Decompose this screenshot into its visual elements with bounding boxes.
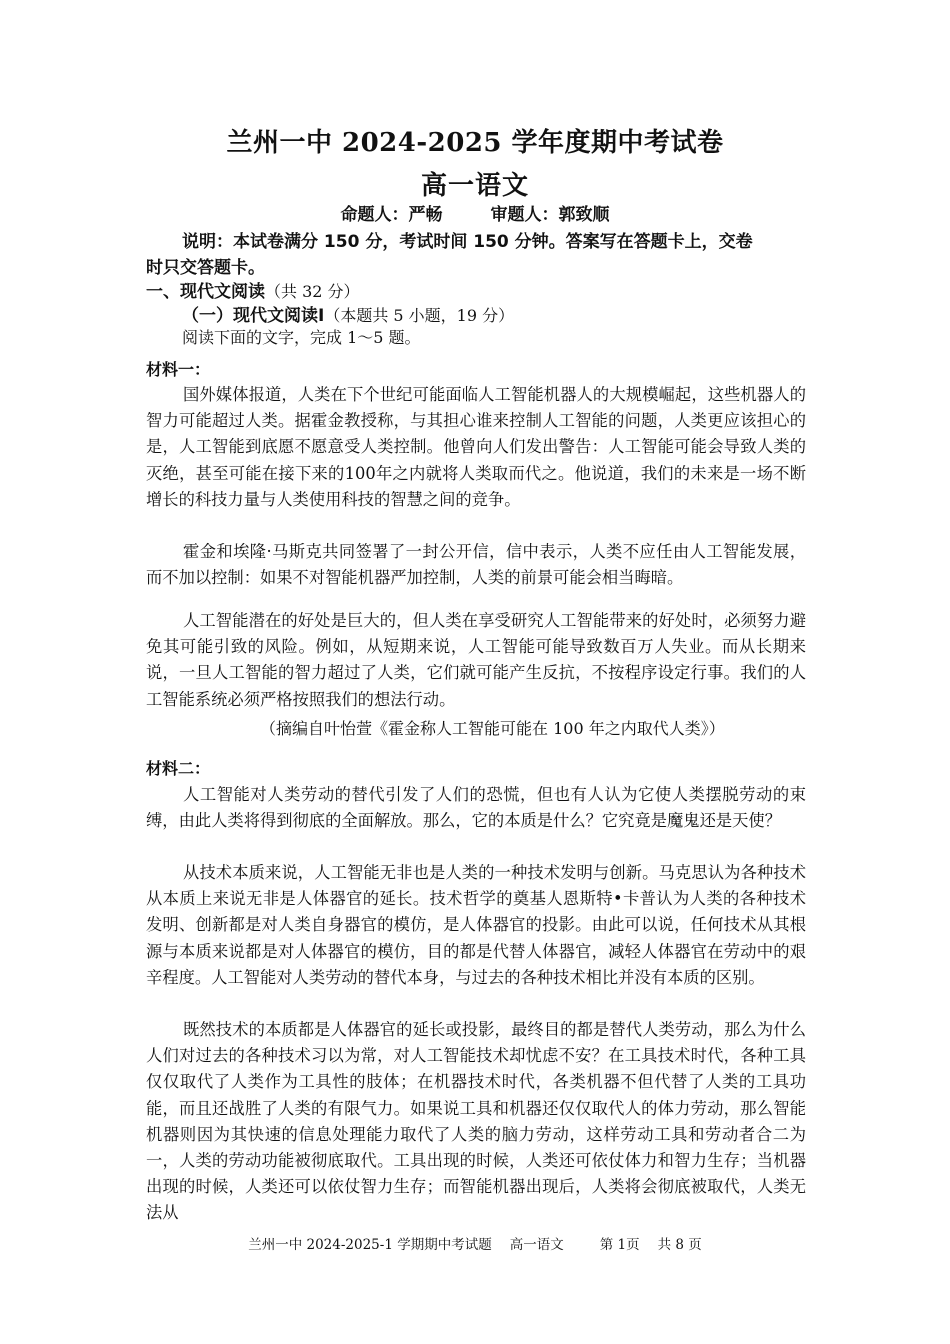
material2-paragraph: 既然技术的本质都是人体器官的延长或投影，最终目的都是替代人类劳动，那么为什么人们对过去的各种技术习以为常，对人工智能技术却忧虑不安？在工具技术时代，各种工具仅仅取代了人类作为工具性的肢体；在机器技术时代，各类机器不但代替了人类的工具功能，而且还战胜了人类的有限气力。如果说工具和机器还仅仅取代人的体力劳动，那么智能机器则因为其快速的信息处理能力取代了人类的脑力劳动，这样劳动工具和劳动者合二为一，人类的劳动功能被彻底取代。工具出现的时候，人类还可依仗体力和智力生存；当机器出现的时候，人类还可以依仗智力生存；而智能机器出现后，人类将会彻底被取代，人类无法从 [146,1020,806,1223]
footer-total: 共 8 页 [657,1237,702,1253]
footer-exam: 兰州一中 2024-2025-1 学期期中考试题 [248,1237,492,1253]
material2-paragraph: 人工智能对人类劳动的替代引发了人们的恐慌，但也有人认为它使人类摆脱劳动的束缚，由此人类将得到彻底的全面解放。那么，它的本质是什么？它究竟是魔鬼还是天使？ [146,785,806,831]
material2-paragraph: 从技术本质来说，人工智能无非也是人类的一种技术发明与创新。马克思认为各种技术从本质上来说无非是人体器官的延长。技术哲学的奠基人恩斯特•卡普认为人类的各种技术发明、创新都是对人类自身器官的模仿，是人体器官的投影。由此可以说，任何技术从其根源与本质来说都是对人体器官的模仿，目的都是代替人体器官，减轻人体器官在劳动中的艰辛程度。人工智能对人类劳动的替代本身，与过去的各种技术相比并没有本质的区别。 [146,863,806,987]
section-title: 一、现代文阅读 [146,282,265,302]
exam-notice-line2: 时只交答题卡。 [146,258,265,278]
material1-paragraph: 霍金和埃隆·马斯克共同签署了一封公开信，信中表示，人类不应任由人工智能发展，而不加以控制：如果不对智能机器严加控制，人类的前景可能会相当晦暗。 [146,542,806,588]
reviewer-label: 审题人：郭致顺 [490,205,610,225]
page-footer [0,1233,950,1253]
author-line [0,200,950,225]
author-label: 命题人：严畅 [340,205,443,225]
subsection-title: （一）现代文阅读Ⅰ [182,306,325,326]
footer-page: 第 1页 [599,1237,640,1253]
material1-source: （摘编自叶怡萱《霍金称人工智能可能在 100 年之内取代人类》） [260,719,725,738]
subject-title: 高一语文 [420,171,529,201]
material1-paragraph: 国外媒体报道，人类在下个世纪可能面临人工智能机器人的大规模崛起，这些机器人的智力可能超过人类。据霍金教授称，与其担心谁来控制人工智能的问题，人类更应该担心的是，人工智能到底愿不愿意受人类控制。他曾向人们发出警告：人工智能可能会导致人类的灭绝，甚至可能在接下来的100年之内就将人类取而代之。他说道，我们的未来是一场不断增长的科技力量与人类使用科技的智慧之间的竞争。 [146,385,806,509]
section-heading [146,277,360,302]
material2-label: 材料二： [146,759,211,778]
material1-label: 材料一： [146,360,211,379]
subsection-heading [182,301,514,326]
footer-subject: 高一语文 [509,1237,564,1253]
section-note: （共 32 分） [265,282,360,301]
exam-notice-line1: 说明：本试卷满分 150 分，考试时间 150 分钟。答案写在答题卡上，交卷 [182,232,753,252]
reading-instruction: 阅读下面的文字，完成 1～5 题。 [182,328,421,347]
material1-paragraph: 人工智能潜在的好处是巨大的，但人类在享受研究人工智能带来的好处时，必须努力避免其可能引致的风险。例如，从短期来说，人工智能可能导致数百万人失业。而从长期来说，一旦人工智能的智力超过了人类，它们就可能产生反抗，不按程序设定行事。我们的人工智能系统必须严格按照我们的想法行动。 [146,611,806,709]
subsection-note: （本题共 5 小题，19 分） [324,306,515,325]
exam-title: 兰州一中 2024-2025 学年度期中考试卷 [226,128,724,158]
